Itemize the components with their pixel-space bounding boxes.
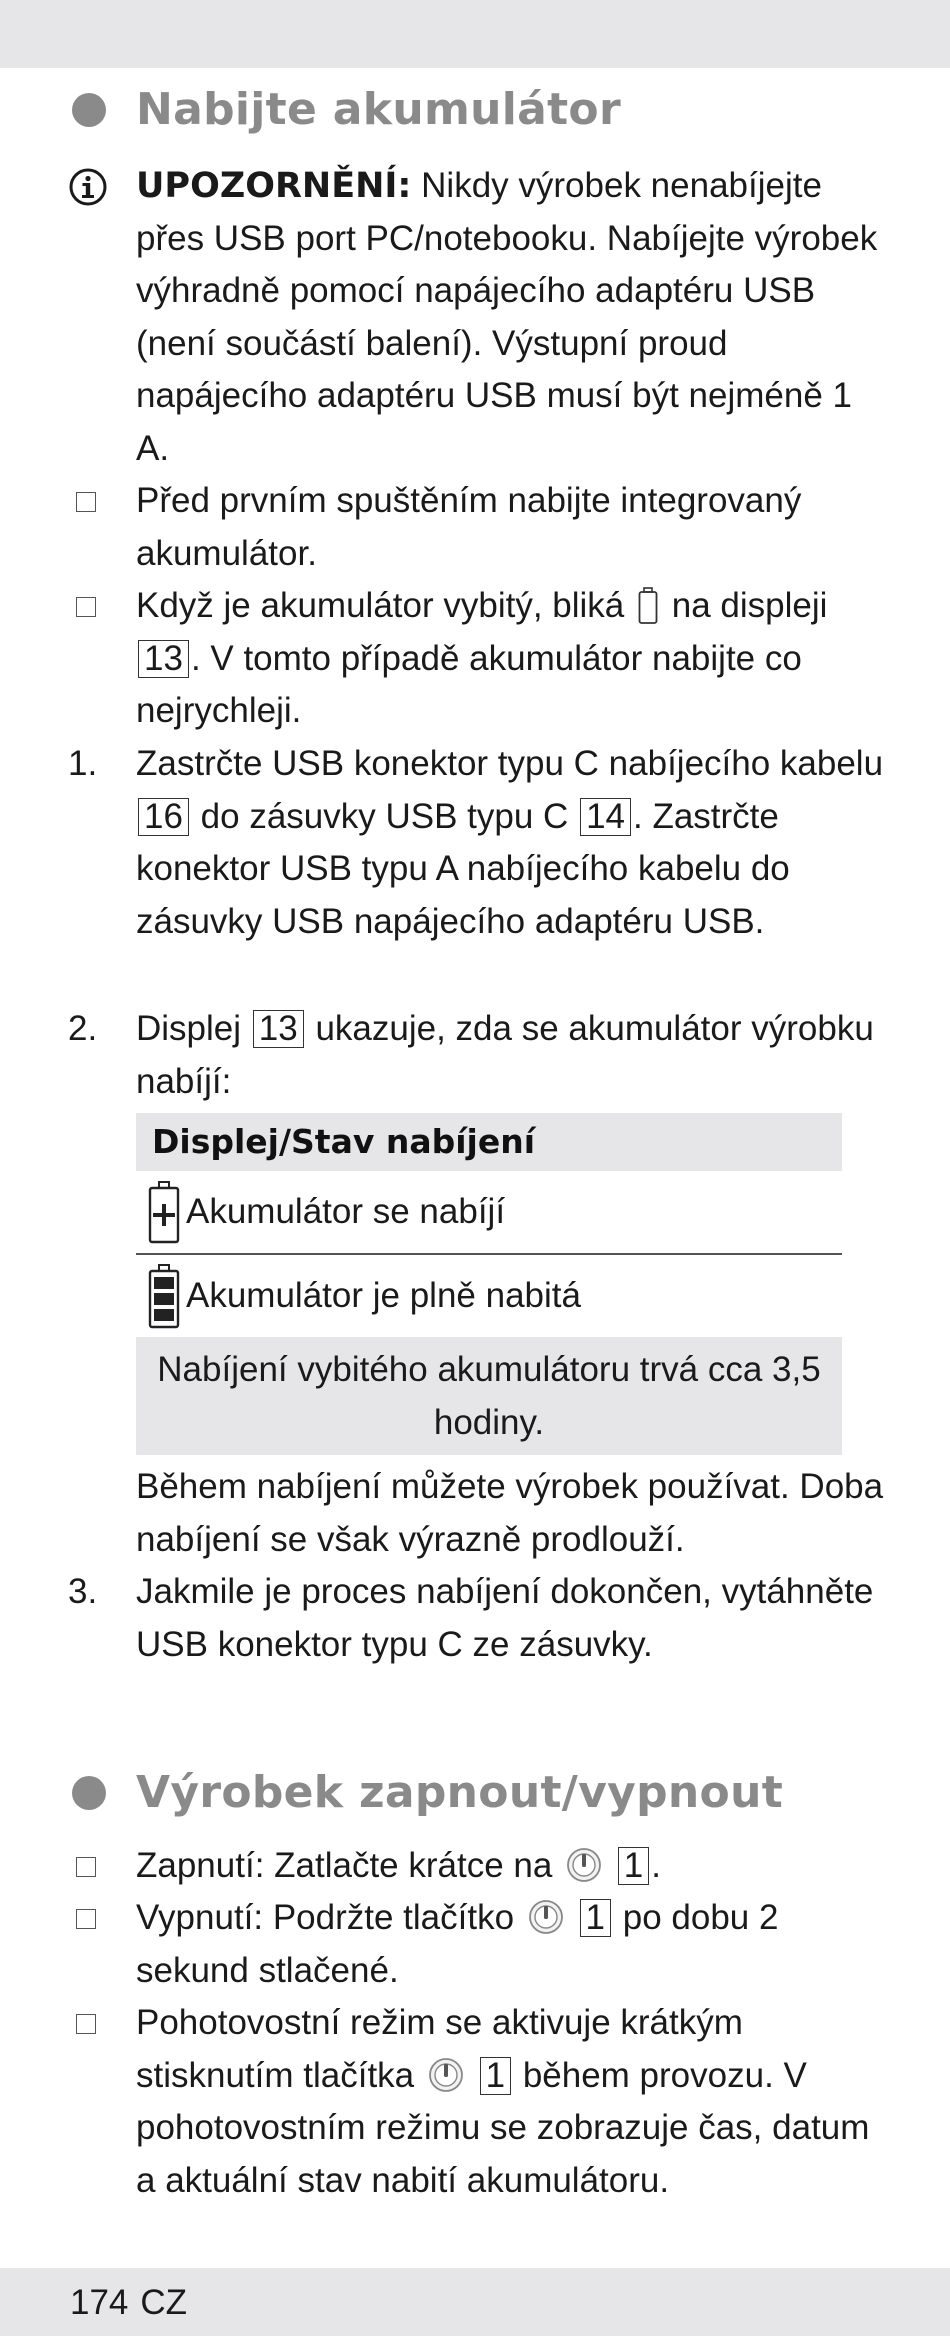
bullet-text-a: Pohotovostní režim se aktivuje krátkým stisknutím tlačítka <box>136 2003 743 2095</box>
section-heading-power <box>72 1767 783 1818</box>
full-battery-icon <box>148 1263 180 1329</box>
step-number: 3. <box>68 1572 98 1611</box>
row-label: Akumulátor se nabíjí <box>186 1192 506 1231</box>
bullet-power-off <box>0 1892 950 1997</box>
ref-usb-socket: 14 <box>580 798 631 836</box>
bullet-text-c: . V tomto případě akumulátor nabijte co nejrychleji. <box>136 638 802 730</box>
table-header: Displej/Stav nabíjení <box>136 1113 842 1171</box>
bullet-first-charge <box>0 475 950 580</box>
bullet-text-b: během provozu. V pohotovostním režimu se zobrazuje čas, datum a aktuální stav nabití akumulátoru. <box>136 2055 870 2200</box>
ref-display: 13 <box>138 640 189 678</box>
step-number: 1. <box>68 744 98 783</box>
bullet-text-b: po dobu 2 sekund stlačené. <box>136 1898 779 1990</box>
ref-power-button: 1 <box>580 1899 611 1937</box>
ref-power-button: 1 <box>480 2057 511 2095</box>
info-icon <box>68 167 108 207</box>
table-row <box>136 1171 842 1253</box>
bullet-text-a: Vypnutí: Podržte tlačítko <box>136 1898 515 1937</box>
language-code: CZ <box>140 2283 188 2322</box>
after-table-text <box>0 1461 950 1566</box>
square-bullet-icon <box>76 2014 96 2034</box>
square-bullet-icon <box>76 1909 96 1929</box>
square-bullet-icon <box>76 597 96 617</box>
heading-bullet-icon <box>72 1776 106 1810</box>
heading-bullet-icon <box>72 93 106 127</box>
top-band <box>0 0 950 68</box>
square-bullet-icon <box>76 492 96 512</box>
empty-battery-icon <box>638 587 658 625</box>
page-number: 174 <box>70 2283 129 2322</box>
bullet-text-a: Když je akumulátor vybitý, bliká <box>136 586 625 625</box>
row-label: Akumulátor je plně nabitá <box>186 1276 581 1315</box>
section-heading-charge <box>72 84 621 135</box>
step-text-a: Zastrčte USB konektor typu C nabíjecího kabelu <box>136 744 884 783</box>
power-button-icon <box>428 2057 464 2093</box>
step-text-c: . Zastrčte konektor USB typu A nabíjecího kabelu do zásuvky USB napájecího adaptéru USB. <box>136 796 790 941</box>
page-footer <box>70 2278 187 2328</box>
ref-cable: 16 <box>138 798 189 836</box>
bullet-low-battery <box>0 580 950 738</box>
notice-label: UPOZORNĚNÍ: <box>136 166 412 206</box>
bullet-text: Před prvním spuštěním nabijte integrovaný akumulátor. <box>136 481 802 573</box>
charging-battery-icon <box>148 1180 180 1244</box>
bullet-text-b: na displeji <box>671 586 828 625</box>
step-1 <box>0 738 950 948</box>
step-2 <box>0 1003 950 1108</box>
step-3 <box>0 1566 950 1671</box>
bullet-standby <box>0 1997 950 2207</box>
notice-text: Nikdy výrobek nenabíjejte přes USB port PC/notebooku. Nabíjejte výrobek výhradně pomocí napájecího adaptéru USB (není součástí balení). Výstupní proud napájecího adaptéru USB musí být nejméně 1 A. <box>136 166 878 468</box>
step-text-b: do zásuvky USB typu C <box>200 796 569 836</box>
section-title: Nabijte akumulátor <box>136 84 621 135</box>
bullet-power-on <box>0 1840 950 1893</box>
step-number: 2. <box>68 1009 98 1048</box>
step-text-b: ukazuje, zda se akumulátor výrobku nabíjí: <box>136 1009 874 1101</box>
ref-display: 13 <box>253 1010 304 1048</box>
step-text-a: Displej <box>136 1009 242 1048</box>
section-title: Výrobek zapnout/vypnout <box>136 1767 784 1818</box>
step-text: Jakmile je proces nabíjení dokončen, vytáhněte USB konektor typu C ze zásuvky. <box>136 1572 874 1664</box>
paragraph: Během nabíjení můžete výrobek používat. Doba nabíjení se však výrazně prodlouží. <box>136 1467 884 1559</box>
table-row <box>136 1255 842 1337</box>
ref-power-button: 1 <box>618 1847 649 1885</box>
power-button-icon <box>566 1847 602 1883</box>
bullet-end: . <box>651 1846 661 1885</box>
bullet-text-a: Zapnutí: Zatlačte krátce na <box>136 1846 553 1885</box>
power-button-icon <box>528 1899 564 1935</box>
notice-block <box>0 160 950 475</box>
table-note: Nabíjení vybitého akumulátoru trvá cca 3,5 hodiny. <box>136 1337 842 1455</box>
charge-status-table <box>136 1113 842 1455</box>
square-bullet-icon <box>76 1857 96 1877</box>
